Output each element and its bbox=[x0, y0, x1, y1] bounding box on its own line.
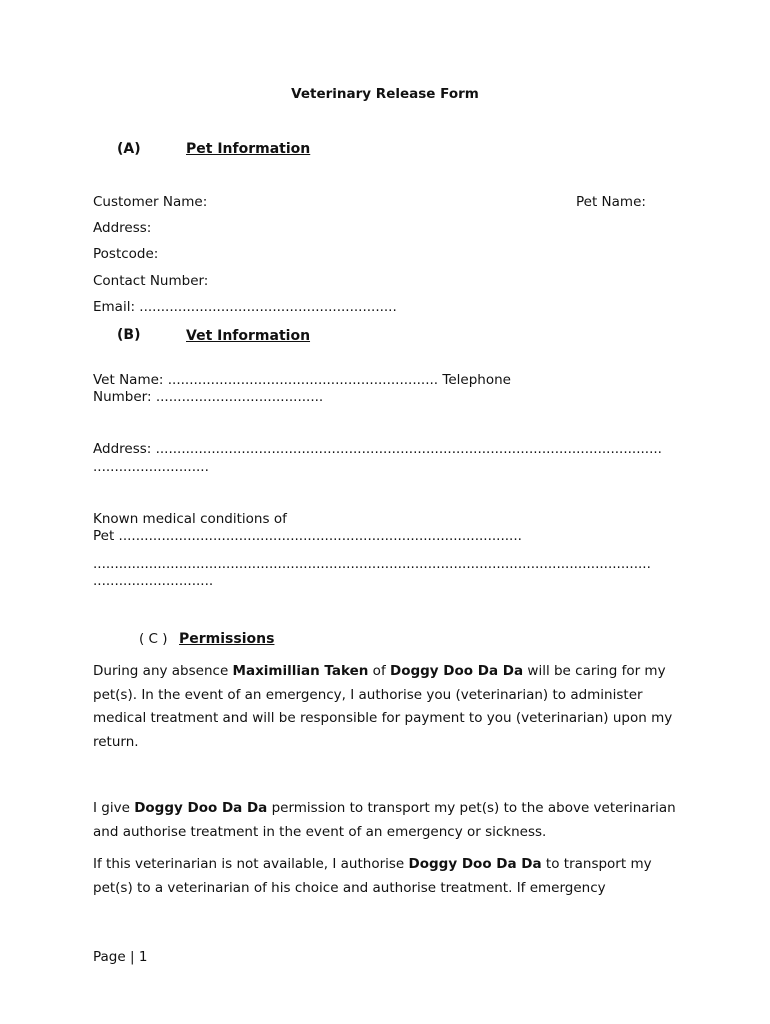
company-name: Doggy Doo Da Da bbox=[390, 663, 524, 679]
customer-name-label: Customer Name: bbox=[93, 194, 208, 210]
p2-text-a: I give bbox=[93, 800, 135, 816]
section-c-title: Permissions bbox=[179, 631, 275, 647]
pet-name-label: Pet Name: bbox=[576, 194, 646, 210]
company-name: Doggy Doo Da Da bbox=[134, 800, 268, 816]
section-a-title: Pet Information bbox=[186, 141, 311, 157]
section-c-letter: ( C ) bbox=[139, 631, 168, 647]
company-name: Doggy Doo Da Da bbox=[408, 856, 542, 872]
p1-text-a: During any absence bbox=[93, 663, 233, 679]
p1-text-b: of bbox=[368, 663, 390, 679]
medical-conditions-label: Known medical conditions of bbox=[93, 511, 287, 527]
page-number: Page | 1 bbox=[93, 949, 148, 965]
carer-name: Maximillian Taken bbox=[232, 663, 369, 679]
vet-address-line-2: ........................... bbox=[93, 459, 209, 475]
vet-name-line: Vet Name: ............................................................... Telephone bbox=[93, 372, 511, 388]
telephone-number-line: Number: ....................................... bbox=[93, 389, 324, 405]
permissions-paragraph-1 bbox=[93, 660, 683, 754]
permissions-paragraph-2 bbox=[93, 797, 683, 844]
permissions-paragraph-3 bbox=[93, 853, 683, 900]
email-label: Email: ............................................................ bbox=[93, 299, 397, 315]
section-b-letter: (B) bbox=[117, 327, 141, 343]
p1-text-c: will be caring for my pet(s). In the event of an emergency, I authorise you (veterinarian) to administer medical treatment and will be responsible for payment to you (veterinarian) upon my return. bbox=[93, 663, 673, 750]
address-label: Address: bbox=[93, 220, 152, 236]
section-b-title: Vet Information bbox=[186, 328, 311, 344]
postcode-label: Postcode: bbox=[93, 246, 159, 262]
section-a-letter: (A) bbox=[117, 141, 141, 157]
p2-text-b: permission to transport my pet(s) to the above veterinarian and authorise treatment in the event of an emergency or sickness. bbox=[93, 800, 676, 840]
p3-text-a: If this veterinarian is not available, I authorise bbox=[93, 856, 409, 872]
form-title: Veterinary Release Form bbox=[291, 86, 479, 102]
medical-conditions-line-3: ............................ bbox=[93, 573, 214, 589]
vet-address-line: Address: ...................................................................................................................... bbox=[93, 441, 662, 457]
medical-conditions-line: Pet .............................................................................................. bbox=[93, 528, 522, 544]
p3-text-b: to transport my pet(s) to a veterinarian of his choice and authorise treatment. If emergency bbox=[93, 856, 652, 896]
contact-number-label: Contact Number: bbox=[93, 273, 209, 289]
medical-conditions-line-2: .................................................................................................................................. bbox=[93, 556, 651, 572]
